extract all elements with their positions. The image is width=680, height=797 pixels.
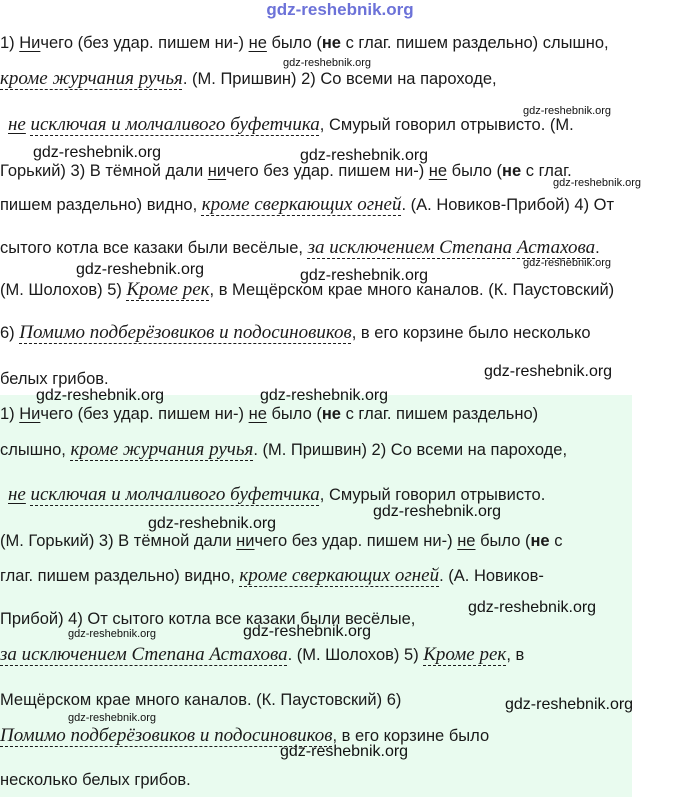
- watermark: gdz-reshebnik.org: [300, 147, 429, 164]
- block2-line-9: [0, 725, 489, 747]
- block2-line-5: [0, 565, 544, 587]
- underlined-particle: не: [428, 162, 448, 180]
- watermark: gdz-reshebnik.org: [280, 743, 409, 760]
- block2-line-1: [0, 403, 538, 425]
- text: было (: [266, 405, 322, 423]
- watermark: gdz-reshebnik.org: [505, 696, 634, 713]
- block2-line-2: [0, 439, 567, 461]
- watermark: gdz-reshebnik.org: [68, 628, 157, 640]
- underlined-particle: не: [8, 114, 26, 135]
- block1-line-8: [0, 322, 591, 344]
- bold-particle: не: [530, 532, 550, 550]
- text: было (: [475, 532, 531, 550]
- text: Мещёрском крае много каналов. (К. Паустовский) 6): [0, 691, 402, 709]
- bold-particle: не: [321, 34, 341, 52]
- text: , в его корзине было несколько: [351, 324, 591, 342]
- watermark: gdz-reshebnik.org: [283, 57, 372, 69]
- adverbial-phrase: Помимо подберёзовиков и подосиновиков: [19, 322, 352, 343]
- text: чего без удар. пишем ни-): [254, 532, 458, 550]
- text: , Смурый говорил отрывисто. (М.: [319, 116, 574, 134]
- underlined-prefix: Ни: [19, 405, 41, 423]
- block1-line-1: [0, 32, 609, 54]
- watermark: gdz-reshebnik.org: [36, 387, 165, 404]
- site-watermark: gdz-reshebnik.org: [266, 0, 414, 19]
- watermark: gdz-reshebnik.org: [468, 599, 597, 616]
- adverbial-phrase: кроме журчания ручья: [0, 68, 183, 89]
- adverbial-phrase: за исключением Степана Астахова: [307, 237, 596, 258]
- underlined-prefix: Ни: [19, 34, 41, 52]
- text: 1): [0, 34, 20, 52]
- text: . (А. Новиков-Прибой) 4) От: [401, 196, 615, 214]
- adverbial-phrase: за исключением Степана Астахова: [0, 644, 288, 665]
- text: (М. Шолохов) 5): [0, 281, 127, 299]
- text: несколько белых грибов.: [0, 771, 191, 789]
- block1-line-2: [0, 68, 497, 90]
- block1-line-3: [8, 114, 574, 136]
- watermark: gdz-reshebnik.org: [76, 261, 205, 278]
- text: было (: [447, 162, 503, 180]
- text: 6): [0, 324, 20, 342]
- block1-line-4: [0, 160, 572, 182]
- watermark: gdz-reshebnik.org: [523, 105, 612, 117]
- underlined-prefix: ни: [207, 162, 227, 180]
- underlined-particle: не: [248, 34, 267, 52]
- text: , в его корзине было: [332, 727, 490, 745]
- text: слышно,: [0, 441, 71, 459]
- block1-line-5: [0, 194, 614, 216]
- block1-line-6: [0, 237, 600, 259]
- bold-particle: не: [321, 405, 341, 423]
- adverbial-phrase: исключая и молчаливого буфетчика: [30, 484, 320, 505]
- underlined-particle: не: [457, 532, 476, 550]
- text: с глаг. пишем раздельно): [341, 405, 539, 423]
- watermark: gdz-reshebnik.org: [243, 623, 372, 640]
- block2-line-10: [0, 769, 191, 791]
- text: чего (без удар. пишем ни-): [40, 405, 249, 423]
- text: Горький) 3) В тёмной дали: [0, 162, 208, 180]
- watermark: gdz-reshebnik.org: [484, 363, 613, 380]
- text: . (М. Пришвин) 2) Со всеми на пароходе,: [253, 441, 568, 459]
- text: .: [595, 239, 600, 257]
- adverbial-phrase: кроме сверкающих огней: [239, 565, 440, 586]
- underlined-particle: не: [8, 484, 26, 505]
- text: . (А. Новиков-: [439, 567, 544, 585]
- watermark: gdz-reshebnik.org: [260, 387, 389, 404]
- text: , в Мещёрском крае много каналов. (К. Паустовский): [209, 281, 615, 299]
- text: пишем раздельно) видно,: [0, 196, 202, 214]
- text: чего без удар. пишем ни-): [226, 162, 429, 180]
- underlined-prefix: ни: [236, 532, 255, 550]
- text: чего (без удар. пишем ни-): [40, 34, 249, 52]
- adverbial-phrase: Кроме рек: [423, 644, 507, 665]
- text: , в: [506, 646, 525, 664]
- text: . (М. Пришвин) 2) Со всеми на пароходе,: [182, 70, 497, 88]
- adverbial-phrase: кроме журчания ручья: [70, 439, 254, 460]
- block2-line-7: [0, 644, 524, 666]
- text: . (М. Шолохов) 5): [287, 646, 424, 664]
- adverbial-phrase: Помимо подберёзовиков и подосиновиков: [0, 725, 333, 746]
- text: Прибой) 4) От сытого котла все казаки были весёлые,: [0, 610, 416, 628]
- watermark: gdz-reshebnik.org: [68, 712, 157, 724]
- watermark: gdz-reshebnik.org: [373, 503, 502, 520]
- bold-particle: не: [502, 162, 522, 180]
- watermark: gdz-reshebnik.org: [553, 177, 642, 189]
- text: с глаг.: [521, 162, 572, 180]
- block2-line-8: [0, 689, 401, 711]
- text: с: [549, 532, 563, 550]
- watermark: gdz-reshebnik.org: [523, 257, 612, 269]
- text: глаг. пишем раздельно) видно,: [0, 567, 240, 585]
- text: было (: [266, 34, 322, 52]
- watermark: gdz-reshebnik.org: [148, 515, 277, 532]
- text: с глаг. пишем раздельно) слышно,: [341, 34, 609, 52]
- text: 1): [0, 405, 20, 423]
- text: сытого котла все казаки были весёлые,: [0, 239, 308, 257]
- text: (М. Горький) 3) В тёмной дали: [0, 532, 237, 550]
- adverbial-phrase: кроме сверкающих огней: [201, 194, 402, 215]
- adverbial-phrase: Кроме рек: [126, 279, 210, 300]
- watermark: gdz-reshebnik.org: [300, 267, 429, 284]
- block2-line-4: [0, 530, 562, 552]
- watermark: gdz-reshebnik.org: [33, 144, 162, 161]
- text: , Смурый говорил отрывисто.: [319, 486, 546, 504]
- text: белых грибов.: [0, 370, 109, 388]
- underlined-particle: не: [248, 405, 267, 423]
- adverbial-phrase: исключая и молчаливого буфетчика: [30, 114, 320, 135]
